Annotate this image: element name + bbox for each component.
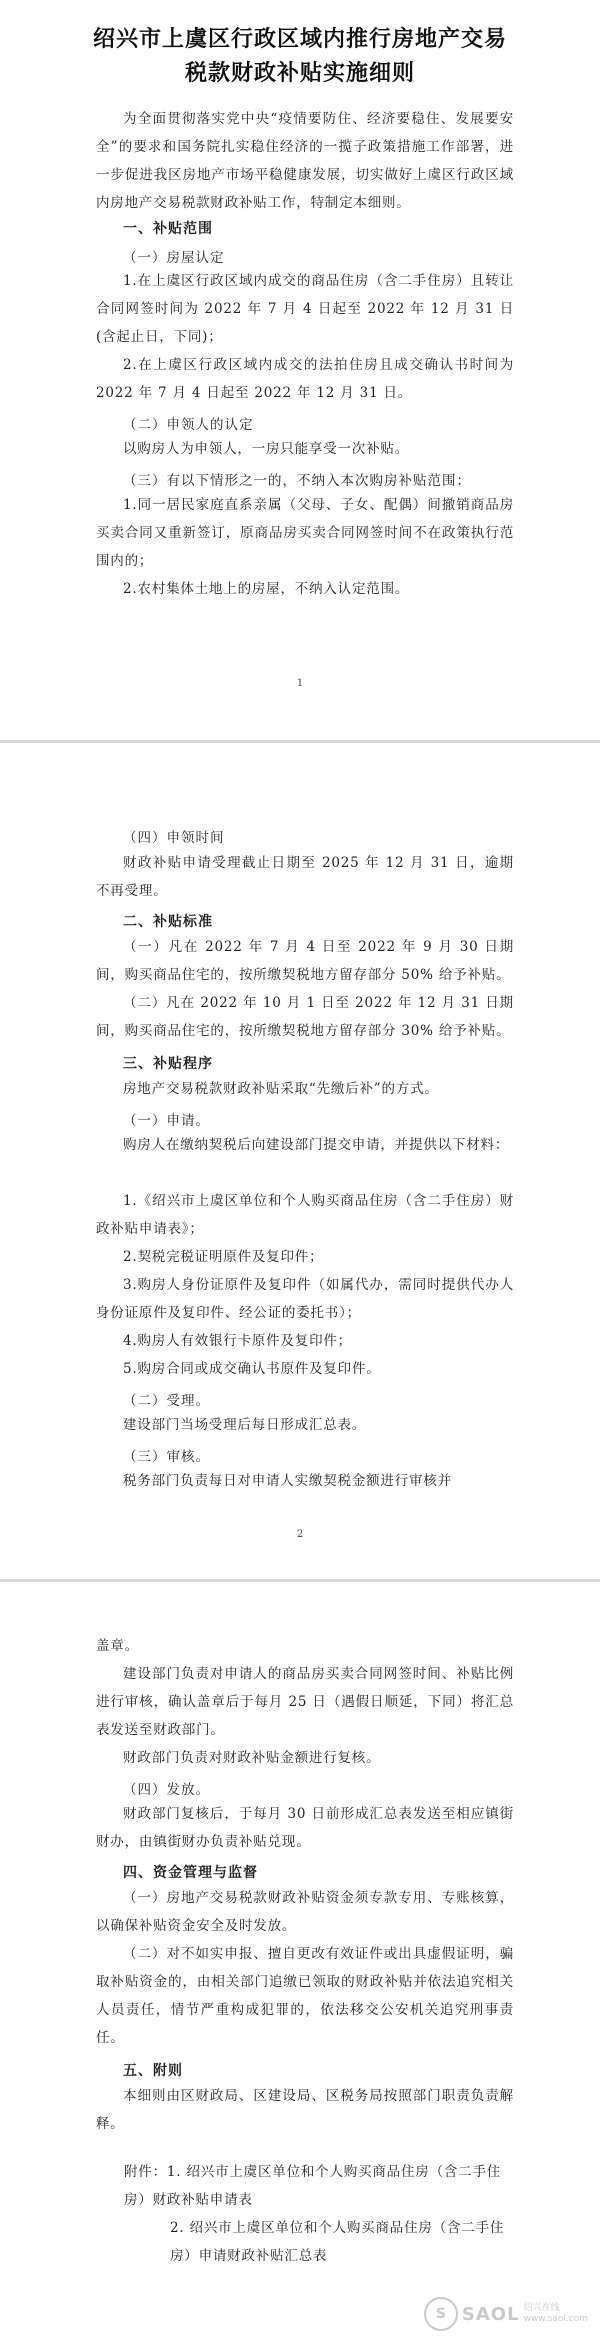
document-title-line-1: 绍兴市上虞区行政区域内推行房地产交易 xyxy=(92,27,507,52)
material-item-5: 5.购房合同或成交确认书原件及复印件。 xyxy=(123,1361,381,1377)
section-4-heading: 四、资金管理与监督 xyxy=(123,1865,258,1881)
site-watermark xyxy=(424,2297,588,2331)
section-1-para-2: 2.在上虞区行政区域内成交的法拍住房且成交确认书时间为 2022 年 7 月 4 日起至 2022 年 12 月 31 日。 xyxy=(96,357,514,401)
section-3-para-4: 税务部门负责每日对申请人实缴契税金额进行审核并 xyxy=(123,1473,452,1489)
section-3-para-6: 财政部门负责对财政补贴金额进行复核。 xyxy=(123,1750,381,1766)
watermark-logo-icon: S xyxy=(424,2297,458,2331)
section-3-sub-4: （四）发放。 xyxy=(123,1782,210,1798)
section-1-heading: 一、补贴范围 xyxy=(123,221,213,237)
section-1-para-3: 以购房人为申领人，一房只能享受一次补贴。 xyxy=(123,441,409,457)
watermark-site-name: 绍兴在线 xyxy=(523,2303,560,2313)
section-2-heading: 二、补贴标准 xyxy=(123,914,213,930)
attachment-2: 2. 绍兴市上虞区单位和个人购买商品住房（含二手住房）申请财政补贴汇总表 xyxy=(170,2220,505,2264)
section-4-para-1: （一）房地产交易税款财政补贴资金须专款专用、专账核算，以确保补贴资金安全及时发放。 xyxy=(96,1890,514,1934)
section-3-para-5: 建设部门负责对申请人的商品房买卖合同网签时间、补贴比例进行审核，确认盖章后于每月 25 日（遇假日顺延，下同）将汇总表发送至财政部门。 xyxy=(96,1666,514,1738)
section-1-para-1: 1.在上虞区行政区域内成交的商品住房（含二手住房）且转让合同网签时间为 2022 年 7 月 4 日起至 2022 年 12 月 31 日(含起止日，下同)； xyxy=(96,273,514,345)
intro-paragraph: 为全面贯彻落实党中央“疫情要防住、经济要稳住、发展要安全”的要求和国务院扎实稳住经济的一揽子政策措施工作部署，进一步促进我区房地产市场平稳健康发展，切实做好上虞区行政区域内房地产交易税款财政补贴工作，特制定本细则。 xyxy=(96,111,514,211)
section-2-para-2: （二）凡在 2022 年 10 月 1 日至 2022 年 12 月 31 日期间，购买商品住宅的，按所缴契税地方留存部分 30% 给予补贴。 xyxy=(96,995,514,1039)
section-1-para-6: 财政补贴申请受理截止日期至 2025 年 12 月 31 日，逾期不再受理。 xyxy=(96,855,514,899)
watermark-brand: SAOL xyxy=(461,2303,520,2325)
material-item-1: 1.《绍兴市上虞区单位和个人购买商品住房（含二手住房）财政补贴申请表》； xyxy=(96,1193,514,1237)
section-5-heading: 五、附则 xyxy=(123,2063,183,2079)
section-1-sub-3: （三）有以下情形之一的，不纳入本次购房补贴范围： xyxy=(123,473,471,489)
page-number-1: 1 xyxy=(296,678,304,689)
section-1-para-5: 2.农村集体土地上的房屋，不纳入认定范围。 xyxy=(123,581,410,597)
material-item-4: 4.购房人有效银行卡原件及复印件； xyxy=(123,1333,352,1349)
section-4-para-2: （二）对不如实申报、擅自更改有效证件或出具虚假证明，骗取补贴资金的，由相关部门追缴已领取的财政补贴并依法追究相关人员责任，情节严重构成犯罪的，依法移交公安机关追究刑事责任。 xyxy=(96,1946,514,2046)
section-3-sub-2: （二）受理。 xyxy=(123,1393,210,1409)
section-3-para-3: 建设部门当场受理后每日形成汇总表。 xyxy=(123,1417,367,1433)
section-3-para-2: 购房人在缴纳契税后向建设部门提交申请，并提供以下材料： xyxy=(123,1137,510,1153)
section-3-para-4-cont: 盖章。 xyxy=(96,1638,139,1654)
document-page-2 xyxy=(0,743,600,1579)
material-item-3: 3.购房人身份证原件及复印件（如属代办，需同时提供代办人身份证原件及复印件、经公证的委托书）； xyxy=(96,1277,514,1321)
section-3-para-1: 房地产交易税款财政补贴采取“先缴后补”的方式。 xyxy=(123,1081,439,1097)
section-3-sub-3: （三）审核。 xyxy=(123,1449,210,1465)
document-title-line-2: 税款财政补贴实施细则 xyxy=(184,61,415,86)
material-item-2: 2.契税完税证明原件及复印件； xyxy=(123,1249,324,1265)
attachment-1: 附件：1. 绍兴市上虞区单位和个人购买商品住房（含二手住房）财政补贴申请表 xyxy=(124,2164,502,2208)
section-1-sub-2: （二）申领人的认定 xyxy=(123,417,254,433)
section-2-para-1: （一）凡在 2022 年 7 月 4 日至 2022 年 9 月 30 日期间，购买商品住宅的，按所缴契税地方留存部分 50% 给予补贴。 xyxy=(96,939,514,983)
watermark-url: www.saol.com xyxy=(523,2314,588,2324)
section-1-para-4: 1.同一居民家庭直系亲属（父母、子女、配偶）间撤销商品房买卖合同又重新签订，原商品房买卖合同网签时间不在政策执行范围内的； xyxy=(96,497,514,569)
document-page-1 xyxy=(0,0,600,740)
section-3-para-7: 财政部门复核后，于每月 30 日前形成汇总表发送至相应镇街财办，由镇街财办负责补贴兑现。 xyxy=(96,1806,514,1850)
section-3-heading: 三、补贴程序 xyxy=(123,1056,213,1072)
section-1-sub-1: （一）房屋认定 xyxy=(123,250,225,266)
section-5-para-1: 本细则由区财政局、区建设局、区税务局按照部门职责负责解释。 xyxy=(96,2088,514,2132)
section-3-sub-1: （一）申请。 xyxy=(123,1113,210,1129)
section-1-sub-4: （四）申领时间 xyxy=(123,830,225,846)
page-number-2: 2 xyxy=(296,1529,304,1540)
document-page-3 xyxy=(0,1582,600,2339)
